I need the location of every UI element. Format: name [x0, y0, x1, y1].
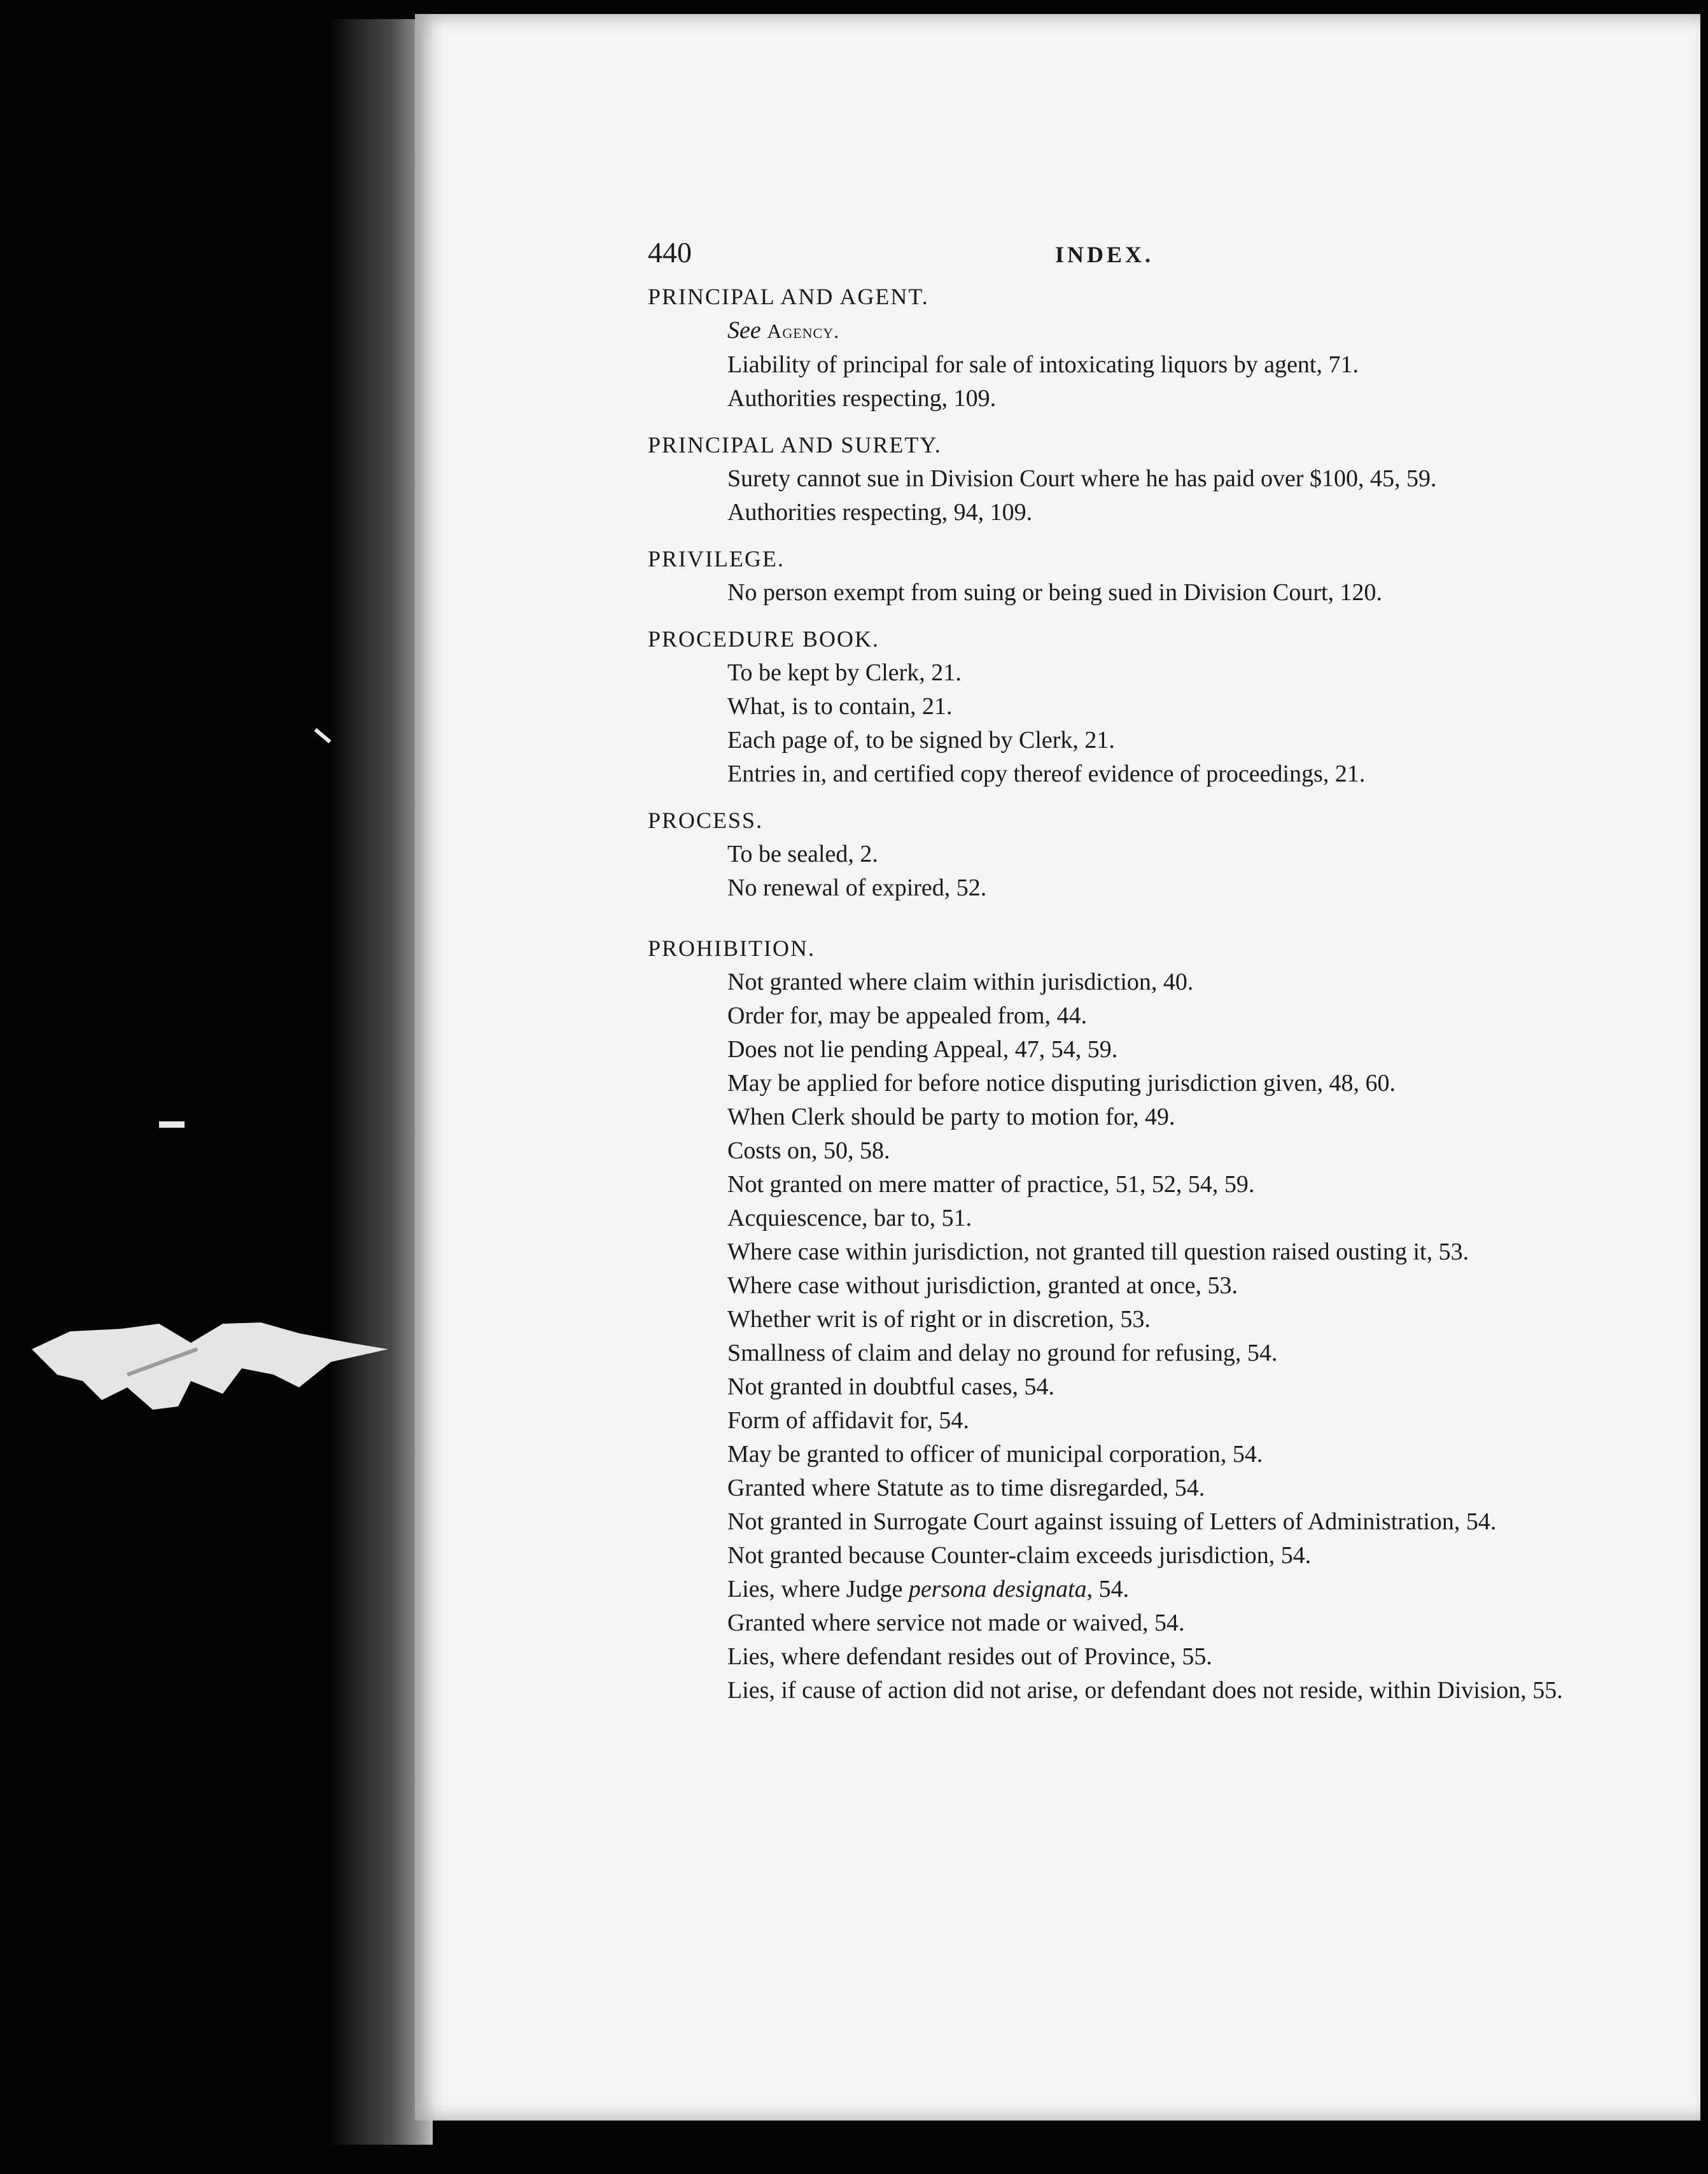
running-head: INDEX.	[1055, 242, 1154, 267]
index-entry: Each page of, to be signed by Clerk, 21.	[727, 727, 1115, 754]
index-entry: Not granted because Counter-claim exceeds jurisdiction, 54.	[727, 1542, 1312, 1569]
index-entry: Granted where Statute as to time disregarded, 54.	[727, 1475, 1205, 1501]
index-entry: Where case within jurisdiction, not granted till question raised ousting it, 53.	[727, 1238, 1469, 1265]
index-heading: PRINCIPAL AND AGENT.	[648, 284, 929, 309]
index-entry: Where case without jurisdiction, granted at once, 53.	[727, 1272, 1238, 1299]
index-entry: Authorities respecting, 94, 109.	[727, 499, 1033, 526]
index-entry: Not granted on mere matter of practice, 51, 52, 54, 59.	[727, 1171, 1255, 1198]
see-label: See	[727, 317, 761, 344]
index-entry: Not granted in Surrogate Court against issuing of Letters of Administration, 54.	[727, 1508, 1497, 1535]
index-heading: PROCESS.	[648, 808, 764, 833]
index-entry: Order for, may be appealed from, 44.	[727, 1002, 1088, 1029]
index-entry: When Clerk should be party to motion for, 49.	[727, 1104, 1175, 1130]
index-heading: PRIVILEGE.	[648, 546, 785, 572]
index-heading: PRINCIPAL AND SURETY.	[648, 432, 942, 458]
see-target: Agency.	[767, 319, 840, 342]
page-number: 440	[648, 236, 692, 269]
index-section	[648, 622, 1583, 791]
index-entry: Smallness of claim and delay no ground for refusing, 54.	[727, 1340, 1278, 1366]
index-section	[648, 428, 1583, 529]
index-entry: To be kept by Clerk, 21.	[727, 659, 962, 686]
index-entry: Not granted where claim within jurisdiction, 40.	[727, 969, 1194, 995]
index-entry: Surety cannot sue in Division Court where he has paid over $100, 45, 59.	[727, 465, 1437, 492]
index-entry: Form of affidavit for, 54.	[727, 1407, 969, 1434]
index-entry: No renewal of expired, 52.	[727, 874, 987, 901]
index-entry: To be sealed, 2.	[727, 841, 878, 867]
index-entry: Authorities respecting, 109.	[727, 385, 997, 412]
entry-text: Lies, where Judge	[727, 1576, 903, 1602]
debris-speck	[159, 1121, 185, 1128]
index-entry-persona	[648, 1573, 1583, 1606]
index-section	[648, 280, 1583, 416]
see-reference	[648, 314, 1583, 348]
torn-paper-fragment	[32, 1298, 388, 1413]
index-section	[648, 542, 1583, 610]
index-heading: PROHIBITION.	[648, 936, 815, 961]
index-entry: Does not lie pending Appeal, 47, 54, 59.	[727, 1036, 1118, 1063]
entry-ref: , 54.	[1086, 1576, 1130, 1602]
index-entry: Whether writ is of right or in discretion, 53.	[727, 1306, 1151, 1333]
index-page-content	[648, 235, 1583, 1708]
index-entry: What, is to contain, 21.	[727, 693, 953, 720]
index-entry: Lies, where defendant resides out of Province, 55.	[727, 1643, 1212, 1670]
index-entry: Entries in, and certified copy thereof evidence of proceedings, 21.	[727, 761, 1366, 787]
index-entry: May be applied for before notice disputing jurisdiction given, 48, 60.	[727, 1070, 1396, 1097]
index-entry: Costs on, 50, 58.	[727, 1137, 890, 1164]
index-entry: Lies, if cause of action did not arise, or defendant does not reside, within Division, 55.	[727, 1677, 1563, 1704]
index-entry: No person exempt from suing or being sued in Division Court, 120.	[727, 579, 1383, 606]
index-section	[648, 932, 1583, 1708]
index-entry: Liability of principal for sale of intoxicating liquors by agent, 71.	[727, 351, 1359, 378]
index-section	[648, 804, 1583, 905]
debris-speck	[314, 728, 332, 743]
latin-phrase: persona designata	[908, 1576, 1087, 1602]
index-entry: May be granted to officer of municipal corporation, 54.	[727, 1441, 1263, 1468]
index-entry: Acquiescence, bar to, 51.	[727, 1205, 972, 1231]
page-header	[648, 235, 1583, 280]
index-entry: Not granted in doubtful cases, 54.	[727, 1373, 1054, 1400]
index-entry: Granted where service not made or waived, 54.	[727, 1609, 1185, 1636]
index-heading: PROCEDURE BOOK.	[648, 626, 880, 652]
